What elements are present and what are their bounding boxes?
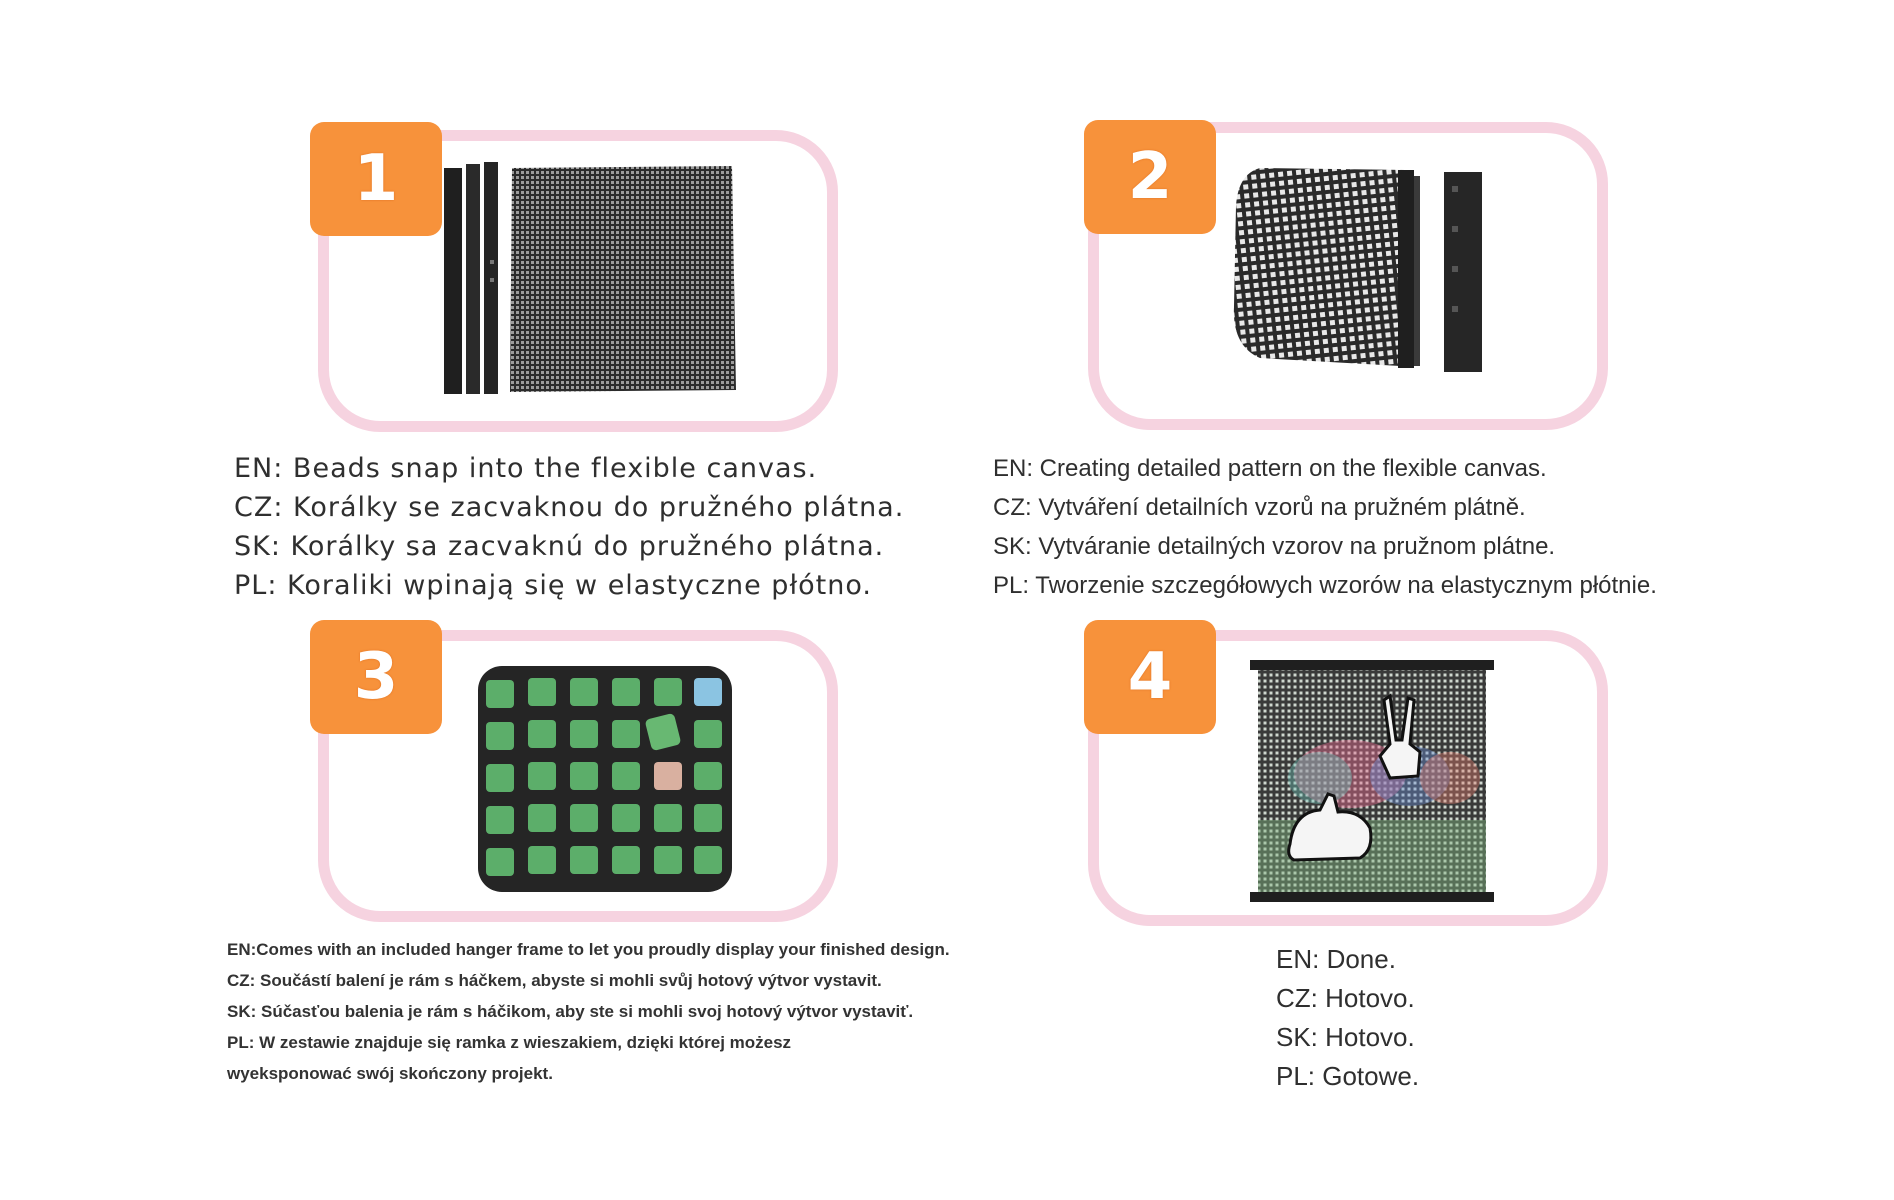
step-1-photo-canvas-with-rails — [440, 160, 740, 400]
step-4-caption-cz: CZ: Hotovo. — [1276, 983, 1415, 1013]
step-2-caption — [993, 449, 1657, 605]
step-3-caption-pl-cont: wyeksponować swój skończony projekt. — [227, 1064, 553, 1083]
step-1-caption-sk: SK: Korálky sa zacvaknú do pružného plátna. — [234, 531, 885, 562]
step-1-caption-en: EN: Beads snap into the flexible canvas. — [234, 453, 818, 484]
step-1-caption — [234, 449, 904, 605]
step-4-caption — [1276, 940, 1419, 1096]
step-4-photo-finished-bunny-design — [1250, 660, 1494, 902]
step-1-caption-cz: CZ: Korálky se zacvaknou do pružného plátna. — [234, 492, 905, 523]
step-3-caption-sk: SK: Súčasťou balenia je rám s háčikom, aby ste si mohli svoj hotový výtvor vystaviť. — [227, 1002, 914, 1021]
step-3-photo-beads-closeup — [478, 666, 732, 892]
step-1-badge: 1 — [310, 122, 442, 236]
step-3-badge: 3 — [310, 620, 442, 734]
step-2-badge: 2 — [1084, 120, 1216, 234]
step-4-caption-pl: PL: Gotowe. — [1276, 1061, 1420, 1091]
step-4-caption-sk: SK: Hotovo. — [1276, 1022, 1415, 1052]
step-1-caption-pl: PL: Koraliki wpinają się w elastyczne płótno. — [234, 570, 872, 601]
step-2-photo-canvas-and-rails — [1230, 166, 1520, 376]
step-2-caption-pl: PL: Tworzenie szczegółowych wzorów na elastycznym płótnie. — [993, 572, 1657, 599]
step-4-caption-en: EN: Done. — [1276, 944, 1396, 974]
step-3-caption-en: EN:Comes with an included hanger frame to let you proudly display your finished design. — [227, 940, 950, 959]
step-4-badge: 4 — [1084, 620, 1216, 734]
step-2-caption-en: EN: Creating detailed pattern on the flexible canvas. — [993, 455, 1547, 482]
step-2-caption-sk: SK: Vytváranie detailných vzorov na pružnom plátne. — [993, 533, 1556, 560]
step-3-caption-cz: CZ: Součástí balení je rám s háčkem, abyste si mohli svůj hotový výtvor vystavit. — [227, 971, 882, 990]
step-3-caption — [227, 934, 950, 1089]
step-2-caption-cz: CZ: Vytváření detailních vzorů na pružném plátně. — [993, 494, 1526, 521]
step-3-caption-pl: PL: W zestawie znajduje się ramka z wieszakiem, dzięki której możesz — [227, 1033, 792, 1052]
